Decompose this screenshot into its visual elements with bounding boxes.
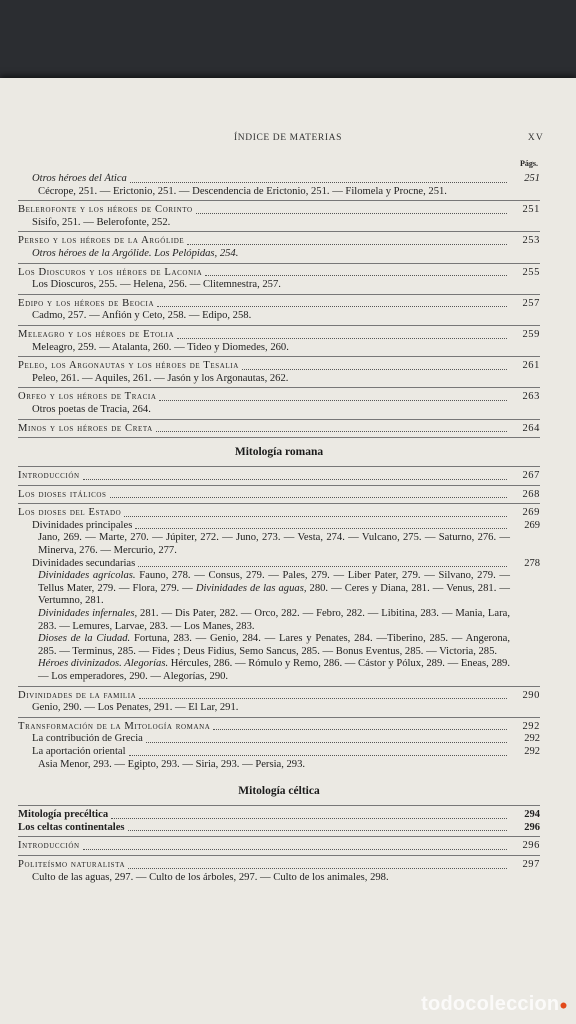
entry-title: Otros héroes del Ática [32,173,127,184]
watermark-logo: todocoleccion● [421,993,568,1015]
entry-page: 292 [524,733,540,745]
divider [18,231,540,232]
entry-title: Peleo, los Argonautas y los héroes de Tesalia [18,360,239,372]
entry-title: Meleagro y los héroes de Etolia [18,328,175,340]
divider [18,437,540,438]
entry-detail: Cécrope, 251. — Erictonio, 251. — Descendencia de Erictonio, 251. — Filomela y Procne, 251. [38,185,447,197]
toc-entry [18,721,540,771]
entry-title: Introducción [18,470,80,482]
entry-detail: Genio, 290. — Los Penates, 291. — El Lar, 291. [32,702,239,714]
divider [18,200,540,201]
entry-page: 290 [522,689,540,701]
entry-title: Perseo y los héroes de la Argólide [18,235,185,247]
page-header [0,133,576,147]
entry-page: 251 [524,173,540,184]
divider [18,263,540,264]
entry-title: Orfeo y los héroes de Tracia [18,391,157,403]
entry-page: 255 [522,266,540,278]
entry-detail: Culto de las aguas, 297. — Culto de los árboles, 297. — Culto de los animales, 298. [32,871,389,883]
toc-entry [18,360,540,385]
entry-detail: Asia Menor, 293. — Egipto, 293. — Siria, 293. — Persia, 293. [38,758,306,770]
divider [18,325,540,326]
entry-title: Los dioses del Estado [18,507,122,519]
entry-page: 263 [522,391,540,403]
entry-detail: Dioses de la Ciudad. Fortuna, 283. — Genio, 284. — Lares y Penates, 284. —Tiberino, 285. — Angerona, 285. — Terminus, 285. — Fides ; Deus Fidius, Semo Sancus, 285. — Bonus Eventus, 285. — Victoria, 285. [38,633,510,657]
entry-title: Divinidades principales [32,519,133,531]
entry-title: Minos y los héroes de Creta [18,422,153,434]
page-number: XV [527,133,544,143]
entry-page: 261 [522,360,540,372]
entry-page: 269 [522,507,540,519]
entry-page: 251 [522,204,540,216]
pages-column-label: Págs. [520,159,538,168]
entry-title: Edipo y los héroes de Beocia [18,297,155,309]
entry-title: Politeísmo naturalista [18,858,126,870]
entry-detail: Cadmo, 257. — Anfión y Ceto, 258. — Edipo, 258. [32,310,252,322]
entry-detail: Jano, 269. — Marte, 270. — Júpiter, 272. — Juno, 273. — Vesta, 274. — Vulcano, 275. — Saturno, 276. — Minerva, 276. — Mercurio, 277. [38,532,510,557]
entry-page: 253 [522,235,540,247]
entry-page: 296 [524,821,540,833]
entry-page: 292 [524,745,540,757]
divider [18,805,540,806]
toc-entry [18,470,540,483]
running-title: ÍNDICE DE MATERIAS [234,133,342,143]
entry-page: 264 [522,422,540,434]
divider [18,717,540,718]
divider [18,836,540,837]
entry-detail: Divinidades agrícolas. Fauno, 278. — Consus, 279. — Pales, 279. — Liber Pater, 279. — Silvano, 279. — Tellus Mater, 279. — Flora, 279. — Divinidades de las aguas, 280. — Ceres y Diana, 281. — Venus, 281. — Vertumno, 281. [38,570,510,607]
toc-entry [18,235,540,260]
entry-detail: Sísifo, 251. — Belerofonte, 252. [32,216,171,228]
entry-detail: Héroes divinizados. Alegorías. Hércules, 286. — Rómulo y Remo, 286. — Cástor y Pólux, 289. — Eneas, 289. — Los emperadores, 290. — Alegorías, 290. [38,658,510,682]
entry-detail: Divinidades infernales, 281. — Dis Pater, 282. — Orco, 282. — Febro, 282. — Libitina, 283. — Mania, Lara, 283. — Lemures, Larvae, 283. — Los Manes, 283. [38,608,510,632]
toc-entry [18,809,540,822]
toc-entry [18,840,540,853]
entry-title: Divinidades de la familia [18,689,137,701]
entry-title: Mitología precéltica [18,809,109,821]
entry-title: Los dioses itálicos [18,488,107,500]
divider [18,294,540,295]
entry-detail: Los Dioscuros, 255. — Helena, 256. — Clitemnestra, 257. [32,279,281,291]
entry-detail: Meleagro, 259. — Atalanta, 260. — Tideo y Diomedes, 260. [32,341,289,353]
entry-title: Los celtas continentales [18,821,125,833]
entry-title: Divinidades secundarias [32,557,136,569]
toc-entry [18,204,540,229]
entry-title: La aportación oriental [32,745,126,757]
divider [18,855,540,856]
entry-detail: Otros héroes de la Argólide. Los Pelópidas, 254. [32,247,239,259]
toc-entry [18,267,540,292]
toc-entry [18,298,540,323]
divider [18,387,540,388]
toc-entry [18,507,540,683]
entry-detail: Otros poetas de Tracia, 264. [32,403,151,415]
entry-title: Transformación de la Mitología romana [18,720,211,732]
divider [18,419,540,420]
toc-entry [18,391,540,416]
toc-entry [18,822,540,835]
entry-page: 257 [522,297,540,309]
entry-page: 297 [522,858,540,870]
entry-page: 296 [522,840,540,852]
entry-title: Belerofonte y los héroes de Corinto [18,204,193,216]
toc-entry [18,423,540,436]
section-title-romana: Mitología romana [234,446,324,459]
entry-page: 294 [524,809,540,821]
entry-detail: Peleo, 261. — Aquiles, 261. — Jasón y los Argonautas, 262. [32,372,289,384]
entry-title: Los Dioscuros y los héroes de Laconia [18,266,203,278]
divider [18,503,540,504]
toc-entry [18,859,540,884]
toc-entry [18,489,540,502]
toc-entry [18,173,540,198]
divider [18,686,540,687]
divider [18,466,540,467]
entry-page: 278 [524,557,540,569]
divider [18,485,540,486]
table-of-contents [18,173,540,884]
entry-page: 259 [522,328,540,340]
toc-entry [18,329,540,354]
divider [18,356,540,357]
entry-page: 269 [524,519,540,531]
entry-title: Introducción [18,840,80,852]
entry-page: 267 [522,470,540,482]
toc-entry [18,690,540,715]
entry-page: 268 [522,488,540,500]
entry-page: 292 [522,720,540,732]
section-title-celtica: Mitología céltica [238,785,320,798]
entry-title: La contribución de Grecia [32,733,143,745]
